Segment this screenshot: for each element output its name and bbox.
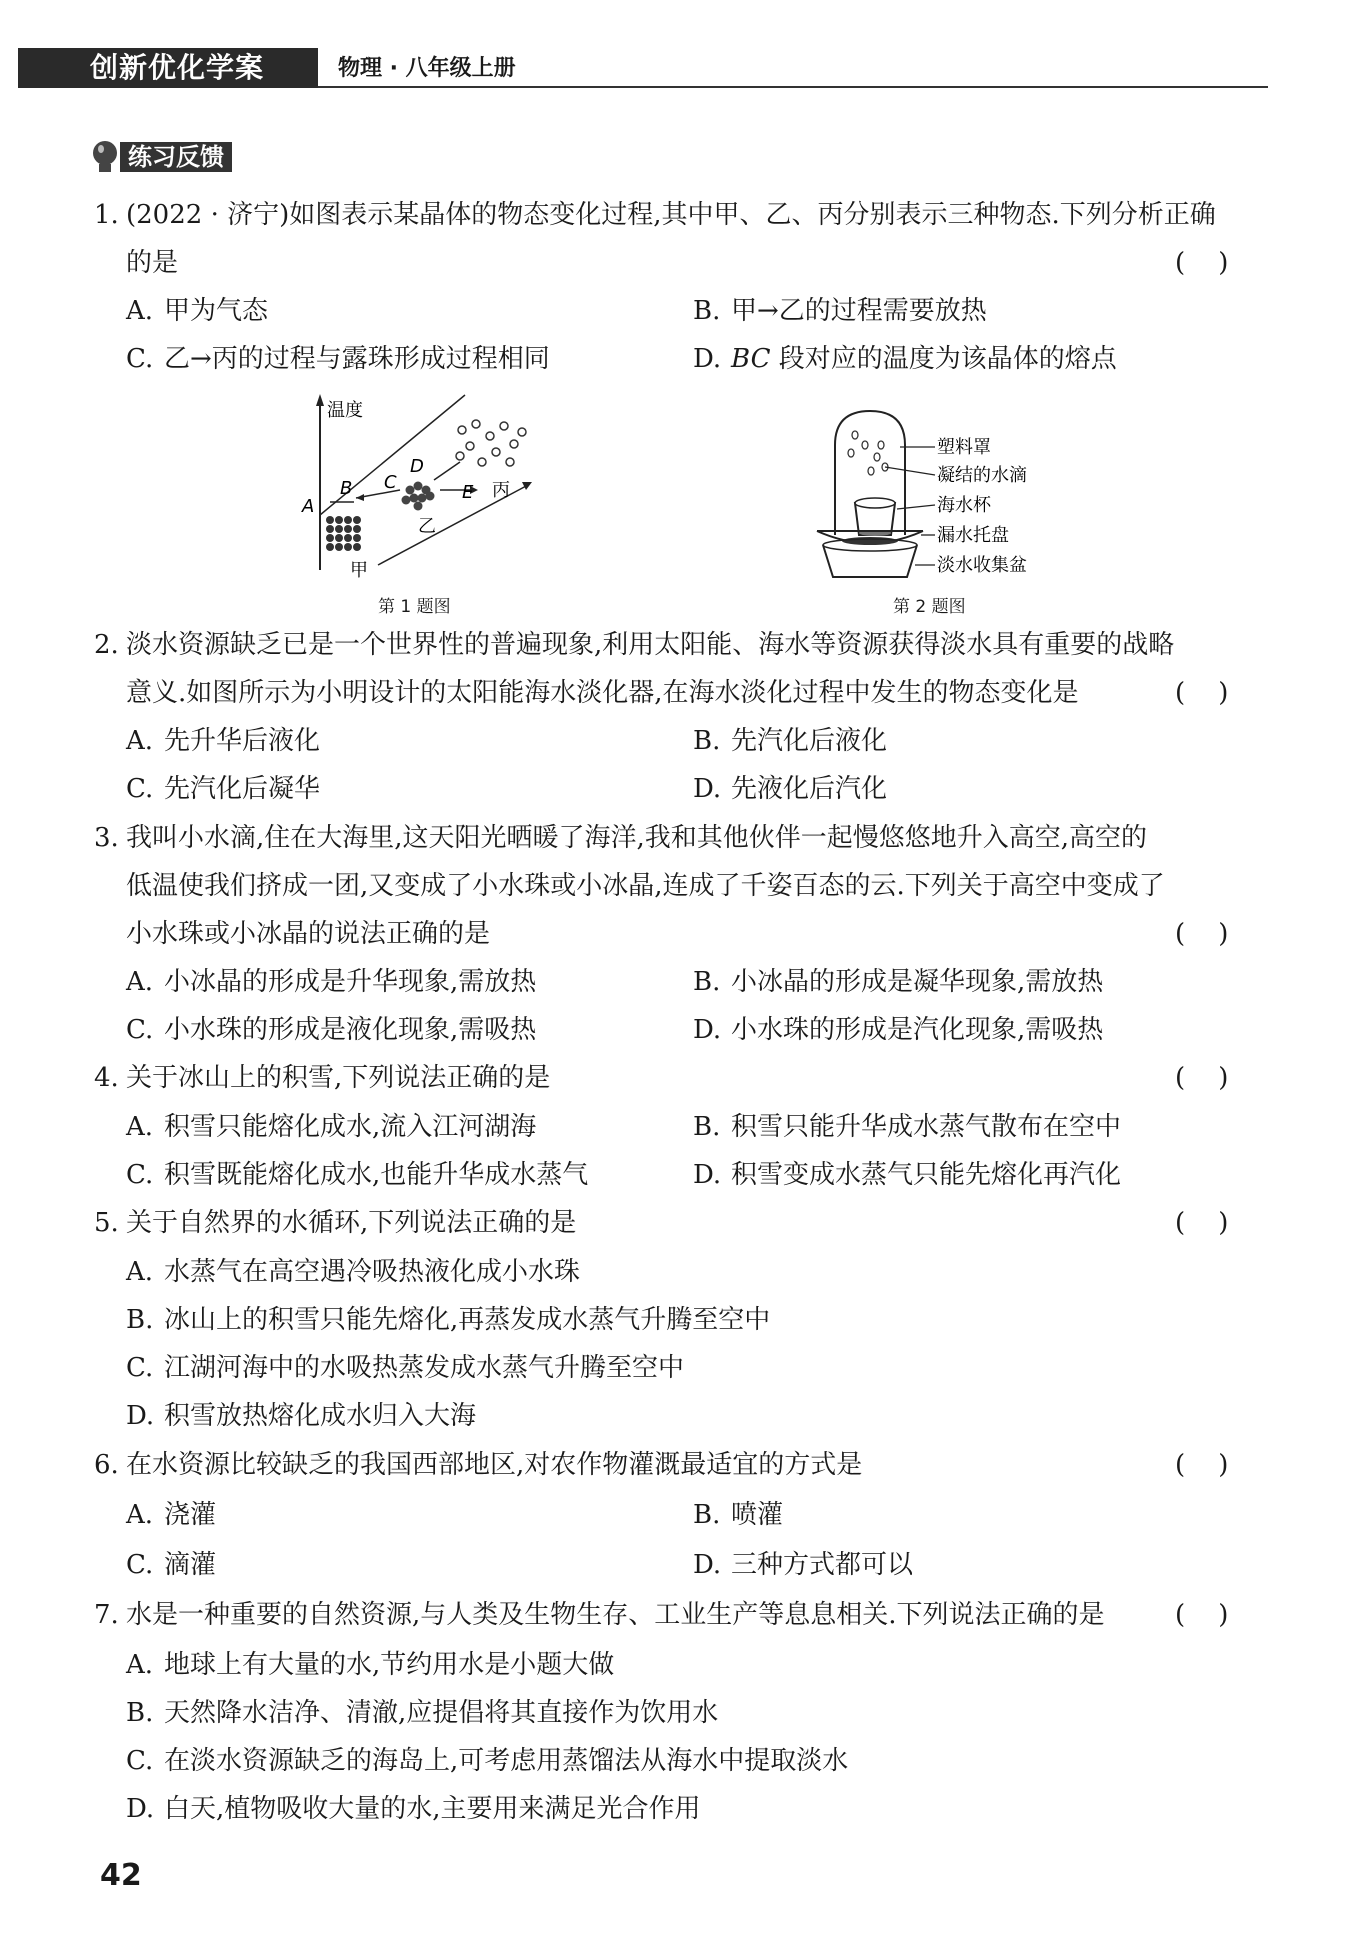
option-b (693, 1112, 1121, 1142)
answer-blank[interactable]: ( ) (1175, 1450, 1229, 1480)
header-rule (318, 86, 1268, 88)
option-d (693, 774, 887, 804)
answer-blank[interactable]: ( ) (1175, 248, 1229, 278)
option-text: 积雪只能升华成水蒸气散布在空中 (731, 1112, 1122, 1142)
option-d (126, 1794, 701, 1824)
figure-1-diagram (300, 390, 560, 580)
option-a (126, 1500, 216, 1530)
answer-blank[interactable]: ( ) (1175, 1063, 1229, 1093)
option-b (693, 967, 1103, 997)
option-text: 三种方式都可以 (731, 1550, 914, 1580)
question-stem: 关于冰山上的积雪,下列说法正确的是 (126, 1063, 551, 1093)
question-number: 6. (94, 1450, 119, 1480)
point-e-label: E (462, 482, 474, 503)
axis-label-temperature: 温度 (327, 400, 363, 421)
question-number: 4. (94, 1063, 119, 1093)
question-stem: (2022 · 济宁)如图表示某晶体的物态变化过程,其中甲、乙、丙分别表示三种物态.下列分析正确 (126, 200, 1216, 230)
option-b (126, 1305, 770, 1335)
option-label: C. (126, 1746, 154, 1776)
option-b (693, 726, 887, 756)
option-label: B. (126, 1305, 154, 1335)
option-a (126, 1112, 536, 1142)
figure-1-caption: 第 1 题图 (378, 597, 451, 617)
question-3 (94, 823, 1264, 853)
question-stem-cont: 的是 (126, 248, 179, 278)
option-label: D. (693, 1160, 722, 1190)
option-text: 甲→乙的过程需要放热 (731, 296, 987, 326)
option-label: A. (126, 1257, 154, 1287)
option-text: 先升华后液化 (164, 726, 321, 756)
option-text: 浇灌 (164, 1500, 217, 1530)
question-number: 2. (94, 630, 119, 660)
option-c (126, 1015, 536, 1045)
option-c (126, 1353, 684, 1383)
option-a (126, 1257, 580, 1287)
answer-blank[interactable]: ( ) (1175, 1208, 1229, 1238)
brand-title: 创新优化学案 (18, 48, 318, 88)
option-text: 在淡水资源缺乏的海岛上,可考虑用蒸馏法从海水中提取淡水 (164, 1746, 849, 1776)
question-stem-cont: 低温使我们挤成一团,又变成了小水珠或小冰晶,连成了千姿百态的云.下列关于高空中变成了 (126, 871, 1165, 901)
option-d (693, 1015, 1103, 1045)
option-label: B. (693, 296, 721, 326)
option-a (126, 296, 268, 326)
page-header (18, 48, 1268, 88)
option-text: 乙→丙的过程与露珠形成过程相同 (164, 344, 550, 374)
option-text: 先汽化后液化 (731, 726, 888, 756)
option-text: 小冰晶的形成是凝华现象,需放热 (731, 967, 1104, 997)
option-text: 小水珠的形成是液化现象,需吸热 (164, 1015, 537, 1045)
option-d (126, 1401, 476, 1431)
point-b-label: B (340, 478, 353, 499)
option-text: 积雪既能熔化成水,也能升华成水蒸气 (164, 1160, 589, 1190)
option-text: 天然降水洁净、清澈,应提倡将其直接作为饮用水 (164, 1698, 719, 1728)
option-label: B. (693, 967, 721, 997)
option-label: A. (126, 967, 154, 997)
option-text: 喷灌 (731, 1500, 784, 1530)
option-b (693, 1500, 783, 1530)
option-text: 甲为气态 (164, 296, 269, 326)
option-b (126, 1698, 718, 1728)
option-text: 江湖河海中的水吸热蒸发成水蒸气升腾至空中 (164, 1353, 685, 1383)
label-seawater-cup: 海水杯 (937, 495, 991, 516)
option-text: 先液化后汽化 (731, 774, 888, 804)
option-label: C. (126, 1353, 154, 1383)
question-stem: 淡水资源缺乏已是一个世界性的普遍现象,利用太阳能、海水等资源获得淡水具有重要的战略 (126, 630, 1175, 660)
option-label: D. (693, 1015, 722, 1045)
option-text: 段对应的温度为该晶体的熔点 (770, 344, 1117, 374)
option-text: 小水珠的形成是汽化现象,需吸热 (731, 1015, 1104, 1045)
option-b (693, 296, 987, 326)
option-c (126, 1550, 216, 1580)
question-stem: 在水资源比较缺乏的我国西部地区,对农作物灌溉最适宜的方式是 (126, 1450, 863, 1480)
question-number: 1. (94, 200, 119, 230)
option-label: C. (126, 774, 154, 804)
option-text: 积雪变成水蒸气只能先熔化再汽化 (731, 1160, 1122, 1190)
option-label: D. (126, 1794, 155, 1824)
option-a (126, 726, 320, 756)
point-a-label: A (302, 496, 315, 517)
option-text: 积雪只能熔化成水,流入江河湖海 (164, 1112, 537, 1142)
answer-blank[interactable]: ( ) (1175, 1600, 1229, 1630)
option-label: D. (693, 774, 722, 804)
option-label: A. (126, 1500, 154, 1530)
section-title: 练习反馈 (120, 142, 232, 172)
option-a (126, 1650, 614, 1680)
question-number: 3. (94, 823, 119, 853)
answer-blank[interactable]: ( ) (1175, 678, 1229, 708)
option-label: B. (126, 1698, 154, 1728)
question-2 (94, 630, 1264, 660)
question-6 (94, 1450, 1264, 1480)
question-1 (94, 200, 1264, 230)
option-label: A. (126, 726, 154, 756)
option-label: B. (693, 726, 721, 756)
option-text: 白天,植物吸收大量的水,主要用来满足光合作用 (164, 1794, 701, 1824)
state-jia-label: 甲 (350, 560, 368, 580)
option-text: 先汽化后凝华 (164, 774, 321, 804)
option-c (126, 1746, 848, 1776)
question-number: 7. (94, 1600, 119, 1630)
question-7 (94, 1600, 1264, 1630)
option-text: 冰山上的积雪只能先熔化,再蒸发成水蒸气升腾至空中 (164, 1305, 771, 1335)
option-label: C. (126, 1160, 154, 1190)
option-label: D. (693, 344, 722, 374)
question-4 (94, 1063, 1264, 1093)
state-bing-label: 丙 (492, 480, 510, 501)
option-text: 地球上有大量的水,节约用水是小题大做 (164, 1650, 615, 1680)
question-stem: 关于自然界的水循环,下列说法正确的是 (126, 1208, 577, 1238)
point-c-label: C (384, 472, 397, 493)
label-condensed-drops: 凝结的水滴 (937, 465, 1027, 486)
subject-title: 物理 · 八年级上册 (338, 56, 516, 81)
option-label: C. (126, 344, 154, 374)
option-d (693, 1160, 1121, 1190)
question-stem: 水是一种重要的自然资源,与人类及生物生存、工业生产等息息相关.下列说法正确的是 (126, 1600, 1105, 1630)
option-label: B. (693, 1112, 721, 1142)
option-label: D. (126, 1401, 155, 1431)
option-c (126, 774, 320, 804)
option-label: D. (693, 1550, 722, 1580)
option-text-italic: BC (731, 344, 771, 374)
option-c (126, 344, 550, 374)
option-d (693, 1550, 913, 1580)
option-text: 滴灌 (164, 1550, 217, 1580)
option-text: 小冰晶的形成是升华现象,需放热 (164, 967, 537, 997)
question-number: 5. (94, 1208, 119, 1238)
label-drain-tray: 漏水托盘 (937, 525, 1009, 546)
answer-blank[interactable]: ( ) (1175, 919, 1229, 949)
label-plastic-cover: 塑料罩 (937, 437, 991, 458)
option-a (126, 967, 536, 997)
option-label: A. (126, 1112, 154, 1142)
option-label: B. (693, 1500, 721, 1530)
question-stem: 我叫小水滴,住在大海里,这天阳光晒暖了海洋,我和其他伙伴一起慢悠悠地升入高空,高空的 (126, 823, 1148, 853)
question-stem-cont: 意义.如图所示为小明设计的太阳能海水淡化器,在海水淡化过程中发生的物态变化是 (126, 678, 1079, 708)
question-5 (94, 1208, 1264, 1238)
option-label: C. (126, 1015, 154, 1045)
option-label: C. (126, 1550, 154, 1580)
option-text: 水蒸气在高空遇冷吸热液化成小水珠 (164, 1257, 581, 1287)
label-fresh-water-basin: 淡水收集盆 (937, 555, 1027, 576)
option-text: 积雪放热熔化成水归入大海 (164, 1401, 477, 1431)
state-yi-label: 乙 (418, 516, 436, 537)
question-stem-cont: 小水珠或小冰晶的说法正确的是 (126, 919, 491, 949)
point-d-label: D (410, 456, 424, 477)
option-c (126, 1160, 588, 1190)
option-label: A. (126, 296, 154, 326)
lightbulb-icon (90, 140, 120, 176)
option-label: A. (126, 1650, 154, 1680)
figure-2-diagram (815, 405, 1045, 585)
figure-2-caption: 第 2 题图 (893, 597, 966, 617)
option-d (693, 344, 1117, 374)
page-number: 42 (100, 1858, 142, 1893)
